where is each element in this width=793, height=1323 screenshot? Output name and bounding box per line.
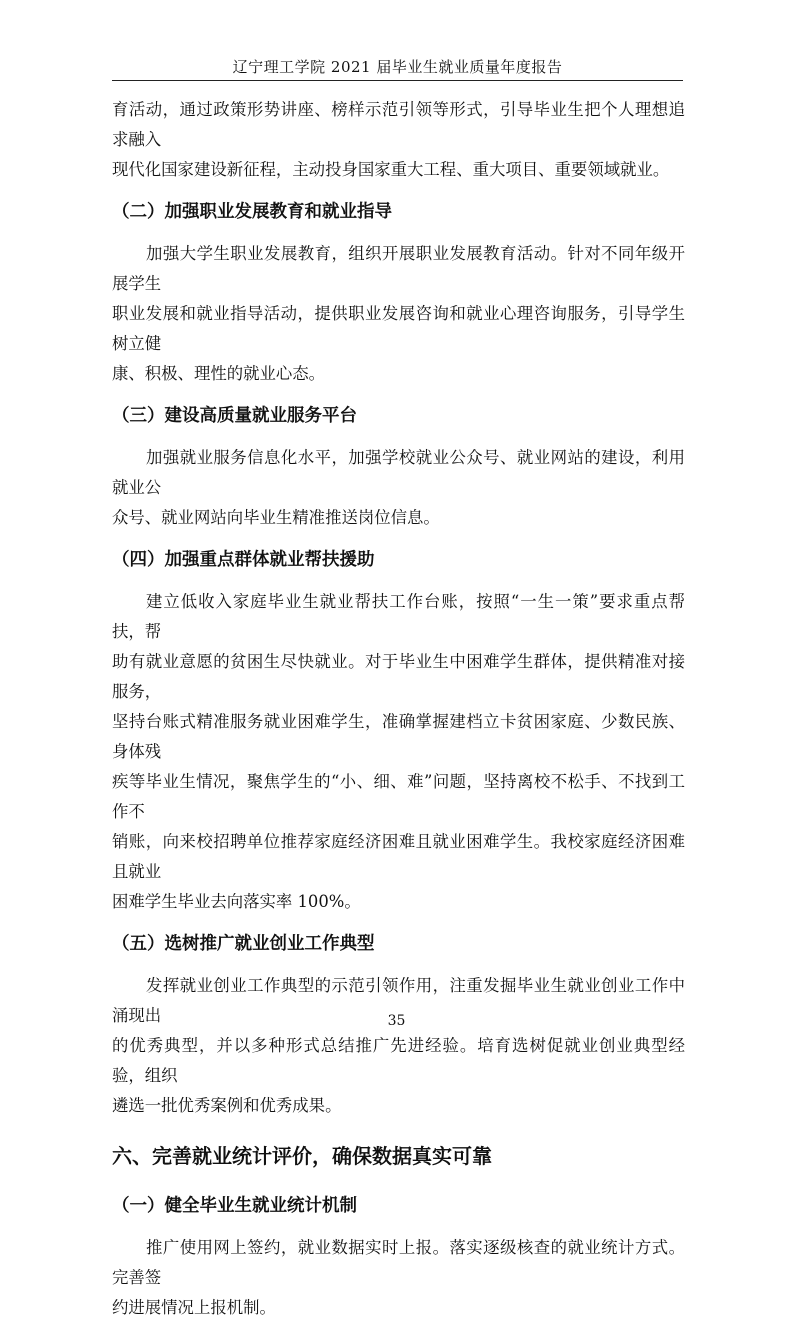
- body-line: 困难学生毕业去向落实率 100%。: [112, 892, 361, 911]
- body-line: 遴选一批优秀案例和优秀成果。: [112, 1096, 342, 1115]
- body-line: 推广使用网上签约，就业数据实时上报。落实逐级核查的就业统计方式。完善签: [112, 1238, 685, 1287]
- section-heading: （二）加强职业发展教育和就业指导: [112, 202, 392, 222]
- running-header: 辽宁理工学院 2021 届毕业生就业质量年度报告: [232, 58, 563, 76]
- body-line: 职业发展和就业指导活动，提供职业发展咨询和就业心理咨询服务，引导学生树立健: [112, 304, 685, 353]
- section-heading: （五）选树推广就业创业工作典型: [112, 934, 375, 954]
- body-line: 的优秀典型，并以多种形式总结推广先进经验。培育选树促就业创业典型经验，组织: [112, 1036, 685, 1085]
- section-heading: （三）建设高质量就业服务平台: [112, 406, 357, 426]
- section-heading: （四）加强重点群体就业帮扶援助: [112, 550, 375, 570]
- header-rule: [112, 80, 683, 81]
- body-line: 加强大学生职业发展教育，组织开展职业发展教育活动。针对不同年级开展学生: [112, 244, 685, 293]
- chapter-heading: 六、完善就业统计评价，确保数据真实可靠: [112, 1144, 492, 1168]
- body-line: 加强就业服务信息化水平，加强学校就业公众号、就业网站的建设，利用就业公: [112, 448, 685, 497]
- body-line: 建立低收入家庭毕业生就业帮扶工作台账，按照“一生一策”要求重点帮扶，帮: [112, 592, 685, 641]
- body-line: 约进展情况上报机制。: [112, 1298, 276, 1317]
- section-heading: （一）健全毕业生就业统计机制: [112, 1196, 357, 1216]
- body-line: 助有就业意愿的贫困生尽快就业。对于毕业生中困难学生群体，提供精准对接服务，: [112, 652, 685, 701]
- body-line: 发挥就业创业工作典型的示范引领作用，注重发掘毕业生就业创业工作中涌现出: [112, 976, 685, 1025]
- body-line: 众号、就业网站向毕业生精准推送岗位信息。: [112, 508, 440, 527]
- body-line: 坚持台账式精准服务就业困难学生，准确掌握建档立卡贫困家庭、少数民族、身体残: [112, 712, 685, 761]
- body-line: 康、积极、理性的就业心态。: [112, 364, 326, 383]
- body-line: 育活动，通过政策形势讲座、榜样示范引领等形式，引导毕业生把个人理想追求融入: [112, 100, 685, 149]
- page-number: 35: [387, 1013, 406, 1029]
- body-line: 疾等毕业生情况，聚焦学生的“小、细、难”问题，坚持离校不松手、不找到工作不: [112, 772, 685, 821]
- body-line: 销账，向来校招聘单位推荐家庭经济困难且就业困难学生。我校家庭经济困难且就业: [112, 832, 685, 881]
- body-line: 现代化国家建设新征程，主动投身国家重大工程、重大项目、重要领域就业。: [112, 160, 670, 179]
- page-body: [112, 95, 685, 1323]
